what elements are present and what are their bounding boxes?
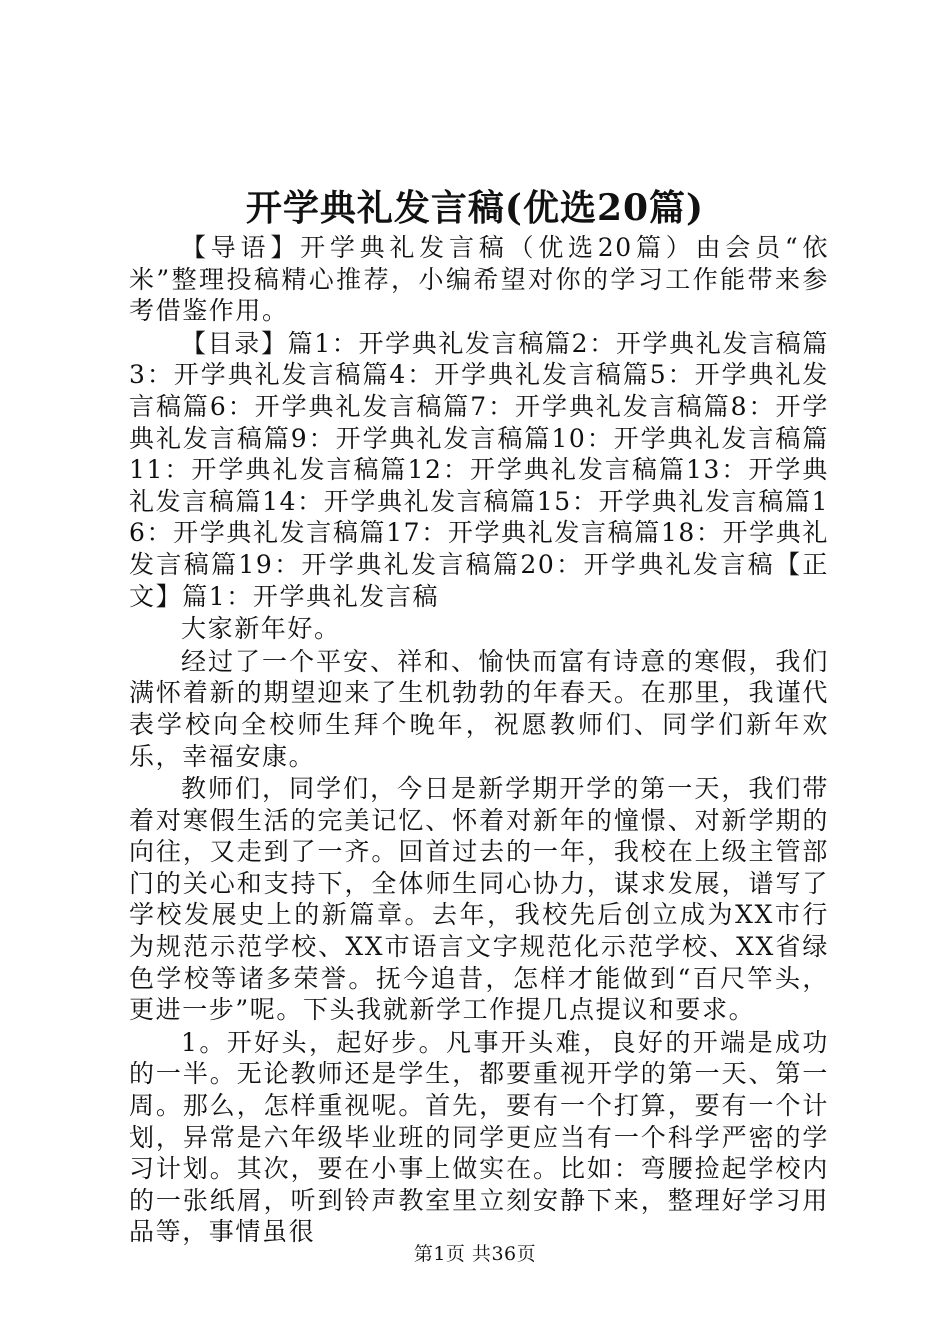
document-body	[129, 232, 829, 1248]
page-number-footer: 第1页 共36页	[413, 1243, 537, 1265]
document-title: 开学典礼发言稿(优选20篇)	[245, 187, 705, 229]
table-of-contents-paragraph: 【目录】篇1：开学典礼发言稿篇2：开学典礼发言稿篇3：开学典礼发言稿篇4：开学典礼发言稿篇5：开学典礼发言稿篇6：开学典礼发言稿篇7：开学典礼发言稿篇8：开学典礼发言稿篇9：开学典礼发言稿篇10：开学典礼发言稿篇11：开学典礼发言稿篇12：开学典礼发言稿篇13：开学典礼发言稿篇14：开学典礼发言稿篇15：开学典礼发言稿篇16：开学典礼发言稿篇17：开学典礼发言稿篇18：开学典礼发言稿篇19：开学典礼发言稿篇20：开学典礼发言稿【正文】篇1：开学典礼发言稿	[129, 328, 829, 611]
body-paragraph: 教师们，同学们，今日是新学期开学的第一天，我们带着对寒假生活的完美记忆、怀着对新年的憧憬、对新学期的向往，又走到了一齐。回首过去的一年，我校在上级主管部门的关心和支持下，全体师生同心协力，谋求发展，谱写了学校发展史上的新篇章。去年，我校先后创立成为XX市行为规范示范学校、XX市语言文字规范化示范学校、XX省绿色学校等诸多荣誉。抚今追昔，怎样才能做到“百尺竿头，更进一步”呢。下头我就新学工作提几点提议和要求。	[129, 774, 829, 1025]
body-paragraph: 经过了一个平安、祥和、愉快而富有诗意的寒假，我们满怀着新的期望迎来了生机勃勃的年春天。在那里，我谨代表学校向全校师生拜个晚年，祝愿教师们、同学们新年欢乐，幸福安康。	[129, 646, 829, 771]
greeting-paragraph: 大家新年好。	[181, 614, 341, 644]
intro-paragraph: 【导语】开学典礼发言稿（优选20篇）由会员“依米”整理投稿精心推荐，小编希望对你的学习工作能带来参考借鉴作用。	[129, 233, 829, 326]
body-paragraph: 1。开好头，起好步。凡事开头难，良好的开端是成功的一半。无论教师还是学生，都要重视开学的第一天、第一周。那么，怎样重视呢。首先，要有一个打算，要有一个计划，异常是六年级毕业班的同学更应当有一个科学严密的学习计划。其次，要在小事上做实在。比如：弯腰捡起学校内的一张纸屑，听到铃声教室里立刻安静下来，整理好学习用品等，事情虽很	[129, 1027, 829, 1247]
